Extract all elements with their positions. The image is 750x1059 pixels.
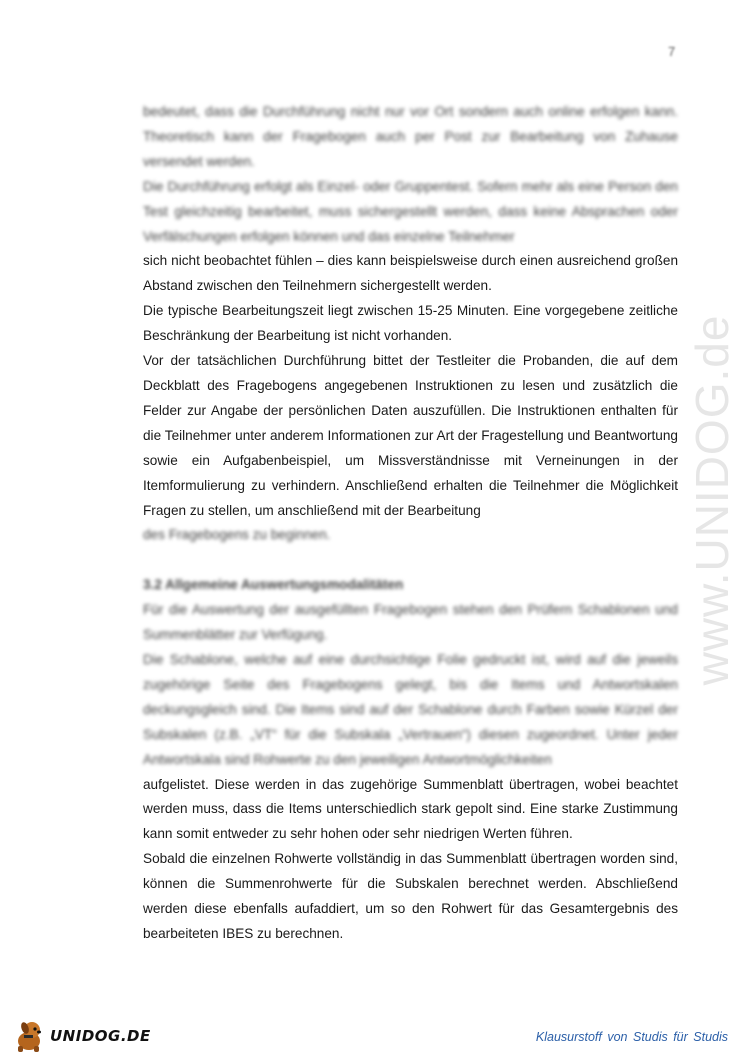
paragraph-6-blurred: Die Schablone, welche auf eine durchsichtige Folie gedruckt ist, wird auf die jeweils zugehörige Seite des Fragebogens gelegt, bis die Items und Antwortskalen deckungsgleich sind. Die Items sind auf der Schablone durch Farben sowie Kürzel der Subskalen (z.B. „VT“ für die Subskala „Vertrauen“) diesen zugeordnet. Unter jeder Antwortskala sind Rohwerte zu den jeweiligen Antwortmöglichkeiten [143,652,678,767]
paragraph-4-end: des Fragebogens zu beginnen. [143,527,331,543]
footer-tagline: Klausurstoff von Studis für Studis [535,1030,728,1044]
section-heading: 3.2 Allgemeine Auswertungsmodalitäten [143,577,404,593]
paragraph-1: bedeutet, dass die Durchführung nicht nur vor Ort sondern auch online erfolgen kann. Theoretisch kann der Fragebogen auch per Post zur Bearbeitung von Zuhause versendet werden. [143,104,678,169]
logo-text: UNIDOG.DE [50,1027,151,1045]
paragraph-7: Sobald die einzelnen Rohwerte vollständig in das Summenblatt übertragen worden sind, können die Summenrohwerte für die Subskalen berechnet werden. Abschließend werden diese ebenfalls aufaddiert, um so den Rohwert für das Gesamtergebnis des bearbeiteten IBES zu berechnen. [143,851,678,941]
paragraph-3: Die typische Bearbeitungszeit liegt zwischen 15-25 Minuten. Eine vorgegebene zeitliche Beschränkung der Bearbeitung ist nicht vorhanden. [143,303,678,344]
paragraph-4: Vor der tatsächlichen Durchführung bittet der Testleiter die Probanden, die auf dem Deckblatt des Fragebogens angegebenen Instruktionen zu lesen und zusätzlich die Felder zur Angabe der persönlichen Daten auszufüllen. Die Instruktionen enthalten für die Teilnehmer unter anderem Informationen zur Art der Fragestellung und Beantwortung sowie ein Aufgabenbeispiel, um Missverständnisse mit Verneinungen in der Itemformulierung zu verhindern. Anschließend erhalten die Teilnehmer die Möglichkeit Fragen zu stellen, um anschließend mit der Bearbeitung [143,353,678,518]
paragraph-2-blurred: Die Durchführung erfolgt als Einzel- oder Gruppentest. Sofern mehr als eine Person den Test gleichzeitig bearbeitet, muss sichergestellt werden, dass keine Absprachen oder Verfälschungen erfolgen können und das einzelne Teilnehmer [143,178,678,244]
paragraph-5: Für die Auswertung der ausgefüllten Fragebogen stehen den Prüfern Schablonen und Summenblätter zur Verfügung. [143,602,678,643]
paragraph-6-visible: aufgelistet. Diese werden in das zugehörige Summenblatt übertragen, wobei beachtet werden muss, dass die Items unterschiedlich stark gepolt sind. Eine starke Zustimmung kann somit entweder zu sehr hohen oder sehr niedrigen Werten führen. [143,776,678,842]
dog-mascot-icon [10,1019,48,1053]
document-body [143,100,678,947]
paragraph-2-visible: sich nicht beobachtet fühlen – dies kann beispielsweise durch einen ausreichend großen Abstand zwischen den Teilnehmern sichergestellt werden. [143,253,678,294]
watermark-text: www.UNIDOG.de [686,314,738,686]
unidog-logo [10,1018,151,1054]
page-number: 7 [668,44,676,59]
